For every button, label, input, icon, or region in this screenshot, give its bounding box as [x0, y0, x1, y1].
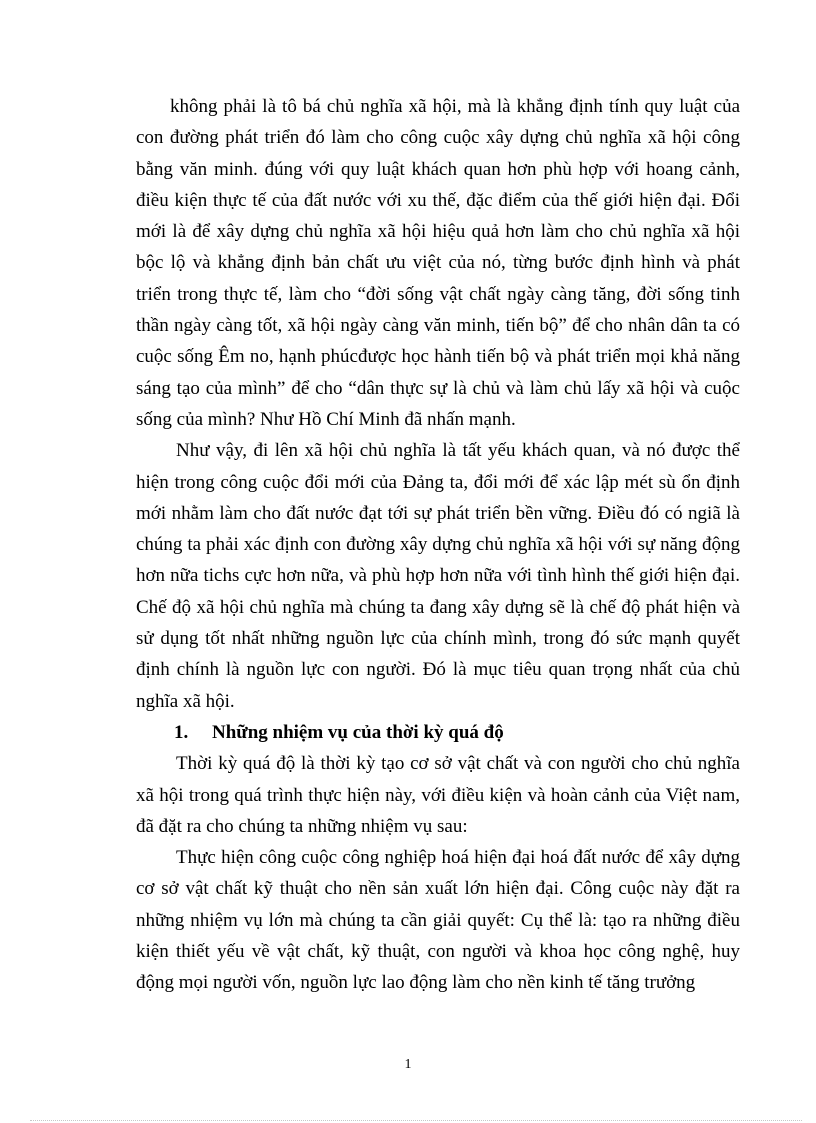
- page-bottom-divider: [30, 1120, 802, 1121]
- paragraph-3: [136, 748, 740, 842]
- paragraph-4: [136, 842, 740, 998]
- paragraph-4-text: Thực hiện công cuộc công nghiệp hoá hiện đại hoá đất nước để xây dựng cơ sở vật chất kỹ thuật cho nền sản xuất lớn hiện đại. Công cuộc này đặt ra những nhiệm vụ lớn mà chúng ta cần giải quyết: Cụ thể là: tạo ra những điều kiện thiết yếu về vật chất, kỹ thuật, con người và khoa học công nghệ, huy động mọi người vốn, nguồn lực lao động làm cho nền kinh tế tăng trưởng: [136, 847, 740, 994]
- paragraph-1-text: không phải là tô bá chủ nghĩa xã hội, mà là khẳng định tính quy luật của con đường phát triển đó làm cho công cuộc xây dựng chủ nghĩa xã hội công bằng văn minh. đúng với quy luật khách quan hơn phù hợp với hoang cảnh, điều kiện thực tế của đất nước với xu thế, đặc điểm của thế giới hiện đại. Đổi mới là để xây dựng chủ nghĩa xã hội hiệu quả hơn làm cho chủ nghĩa xã hội bộc lộ và khẳng định bản chất ưu việt của nó, từng bước định hình và phát triển trong thực tế, làm cho “đời sống vật chất ngày càng tăng, đời sống tinh thần ngày càng tốt, xã hội ngày càng văn minh, tiến bộ” để cho nhân dân ta có cuộc sống Êm no, hạnh phúcđược học hành tiến bộ và phát triển mọi khả năng sáng tạo của mình” để cho “dân thực sự là chủ và làm chủ lấy xã hội và cuộc sống của mình? Như Hồ Chí Minh đã nhấn mạnh.: [136, 96, 740, 430]
- paragraph-1: [136, 91, 740, 435]
- paragraph-2-text: Như vậy, đi lên xã hội chủ nghĩa là tất yếu khách quan, và nó được thể hiện trong công cuộc đổi mới của Đảng ta, đổi mới để xác lập mét sù ổn định mới nhằm làm cho đất nước đạt tới sự phát triển bền vững. Điều đó có ngiã là chúng ta phải xác định con đường xây dựng chủ nghĩa xã hội với sự năng động hơn nữa tichs cực hơn nữa, và phù hợp hơn nữa với tình hình thế giới hiện đại. Chế độ xã hội chủ nghĩa mà chúng ta đang xây dựng sẽ là chế độ phát hiện và sử dụng tốt nhất những nguồn lực của chính mình, trong đó sức mạnh quyết định chính là nguồn lực con người. Đó là mục tiêu quan trọng nhất của chủ nghĩa xã hội.: [136, 440, 740, 712]
- paragraph-3-text: Thời kỳ quá độ là thời kỳ tạo cơ sở vật chất và con người cho chủ nghĩa xã hội trong quá trình thực hiện này, với điều kiện và hoàn cảnh của Việt nam, đã đặt ra cho chúng ta những nhiệm vụ sau:: [136, 753, 740, 837]
- body-text: [136, 91, 740, 999]
- paragraph-2: [136, 435, 740, 717]
- section-heading-title: Những nhiệm vụ của thời kỳ quá độ: [212, 721, 504, 743]
- section-heading-number: 1.: [174, 721, 189, 743]
- section-heading: [136, 717, 740, 748]
- page-number: 1: [404, 1057, 412, 1072]
